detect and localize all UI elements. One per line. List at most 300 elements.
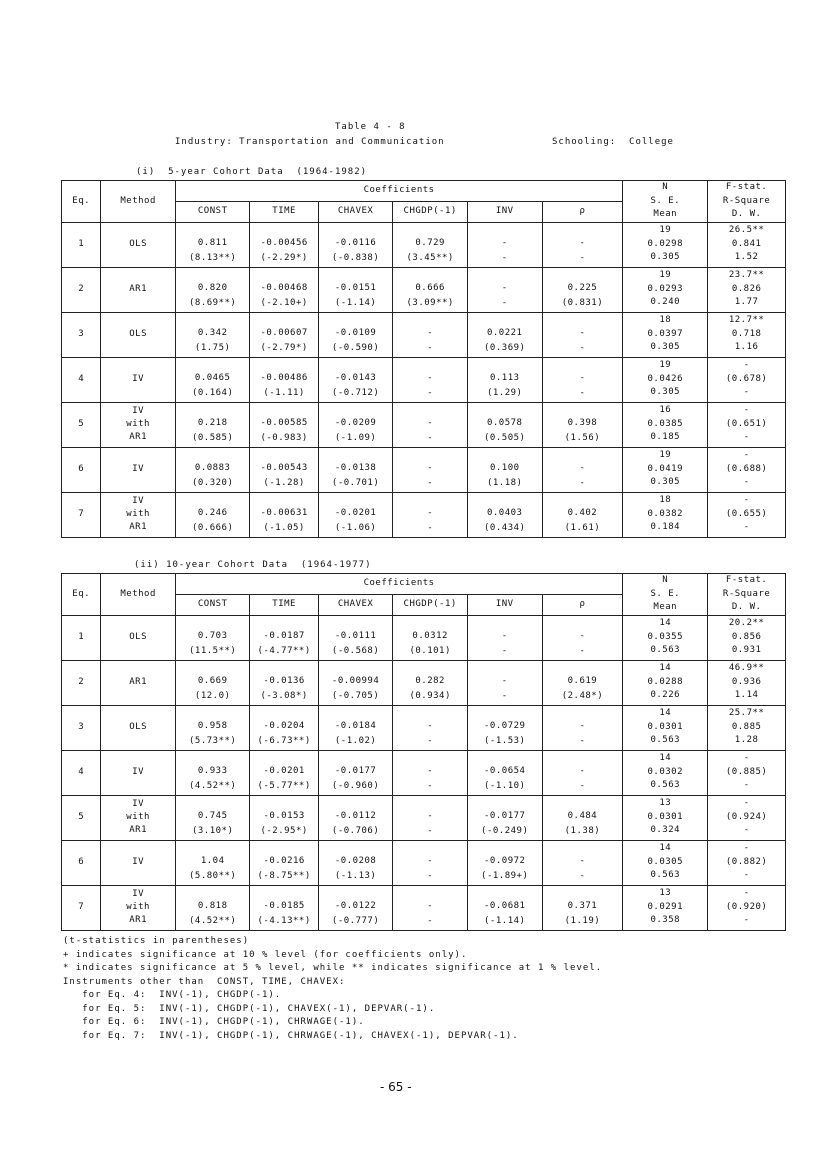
- coef-value: -: [501, 282, 508, 293]
- coef-value: 0.729: [415, 237, 445, 248]
- stat-header-line: Mean: [653, 602, 678, 612]
- n-se-mean-cell: [623, 267, 708, 312]
- t-stat: -: [579, 342, 586, 353]
- fstat-r2-dw-cell: [708, 492, 786, 537]
- n-se-mean-cell: [623, 660, 708, 705]
- stat-value: 0.0397: [647, 328, 684, 339]
- method-header: Method: [101, 181, 176, 223]
- t-stat: (8.69**): [189, 297, 237, 308]
- method-label: OLS: [129, 329, 147, 339]
- coef-value: -: [427, 507, 434, 518]
- fstat-r2-dw-cell: [708, 222, 786, 267]
- coef-cell: [175, 402, 250, 447]
- coef-cell: [250, 750, 318, 795]
- method-cell: [101, 357, 176, 402]
- method-cell: [101, 705, 176, 750]
- stat-value: 0.0298: [647, 238, 684, 249]
- coef-value: 0.811: [197, 237, 228, 248]
- coef-cell: [175, 615, 250, 660]
- coef-value: -0.0654: [484, 765, 526, 776]
- coef-cell: [542, 840, 623, 885]
- method-label: OLS: [129, 632, 147, 642]
- stat-value: -: [743, 522, 750, 533]
- coef-name-header: ρ: [542, 201, 623, 222]
- coef-cell: [250, 222, 318, 267]
- coef-cell: [393, 267, 468, 312]
- coef-cell: [542, 222, 623, 267]
- coef-cell: [318, 267, 393, 312]
- table-row: [62, 615, 786, 660]
- coef-cell: [175, 447, 250, 492]
- eq-number: 7: [62, 885, 101, 930]
- coef-cell: [467, 267, 542, 312]
- n-se-mean-cell: [623, 447, 708, 492]
- t-stat: (-6.73**): [257, 735, 311, 746]
- t-stat: (3.09**): [406, 297, 454, 308]
- coef-value: 0.484: [567, 810, 598, 821]
- note-line: for Eq. 5: INV(-1), CHGDP(-1), CHAVEX(-1), DEPVAR(-1).: [63, 1003, 436, 1014]
- t-stat: (-0.960): [331, 780, 380, 791]
- n-se-mean-cell: [623, 492, 708, 537]
- t-stat: (0.369): [484, 342, 526, 353]
- fstat-r2-dw-header: [708, 574, 786, 616]
- coef-cell: [393, 402, 468, 447]
- coef-value: -0.0112: [334, 810, 377, 821]
- coef-cell: [250, 357, 318, 402]
- coef-value: -0.0151: [334, 282, 377, 293]
- t-stat: -: [427, 477, 434, 488]
- t-stat: (-4.13**): [257, 915, 311, 926]
- n-se-mean-cell: [623, 795, 708, 840]
- t-stat: (1.29): [486, 387, 523, 398]
- coef-cell: [250, 795, 318, 840]
- n-se-mean-cell: [623, 750, 708, 795]
- t-stat: (5.73**): [189, 735, 237, 746]
- stat-value: 0.0301: [647, 811, 684, 822]
- coef-value: -0.0177: [334, 765, 377, 776]
- t-stat: (-2.29*): [260, 252, 308, 263]
- coef-value: -: [579, 630, 586, 641]
- coef-cell: [175, 267, 250, 312]
- coef-cell: [393, 222, 468, 267]
- coef-value: -0.00456: [260, 237, 308, 248]
- t-stat: -: [427, 735, 434, 746]
- eq-header: Eq.: [62, 574, 101, 616]
- t-stat: -: [427, 780, 434, 791]
- coef-cell: [393, 357, 468, 402]
- t-stat: -: [427, 432, 434, 443]
- coef-cell: [393, 885, 468, 930]
- coef-cell: [467, 705, 542, 750]
- stat-value: 0.0293: [647, 283, 684, 294]
- coef-cell: [175, 660, 250, 705]
- coef-value: -: [579, 327, 586, 338]
- method-label: AR1: [129, 677, 147, 687]
- coef-cell: [318, 312, 393, 357]
- coef-value: 0.933: [197, 765, 228, 776]
- coef-cell: [393, 312, 468, 357]
- stat-value: -: [743, 360, 750, 371]
- stat-value: 0.324: [650, 825, 681, 836]
- t-stat: -: [427, 387, 434, 398]
- eq-header: Eq.: [62, 181, 101, 223]
- coef-cell: [318, 447, 393, 492]
- coef-value: -0.0187: [263, 630, 305, 641]
- coef-value: -0.0136: [263, 675, 305, 686]
- stat-value: 0.563: [650, 780, 681, 791]
- n-se-mean-cell: [623, 402, 708, 447]
- coef-value: 0.0578: [486, 417, 523, 428]
- t-stat: -: [427, 342, 434, 353]
- fstat-r2-dw-cell: [708, 615, 786, 660]
- t-stat: (2.48*): [561, 690, 604, 701]
- t-stat: (0.164): [191, 387, 234, 398]
- coef-cell: [175, 705, 250, 750]
- method-cell: [101, 840, 176, 885]
- stat-value: 0.184: [650, 522, 681, 533]
- stat-header-line: N: [662, 575, 669, 585]
- coef-cell: [467, 885, 542, 930]
- t-stat: -: [501, 252, 508, 263]
- coef-name-header: INV: [467, 594, 542, 615]
- note-line: (t-statistics in parentheses): [63, 936, 250, 946]
- coef-name-header: TIME: [250, 594, 318, 615]
- method-label: IV: [132, 889, 145, 899]
- coef-value: -0.00631: [260, 507, 308, 518]
- t-stat: (1.38): [564, 825, 601, 836]
- method-cell: [101, 402, 176, 447]
- method-cell: [101, 795, 176, 840]
- stat-value: 0.185: [650, 432, 681, 443]
- method-label: AR1: [129, 825, 147, 835]
- stat-value: 0.305: [650, 387, 681, 398]
- method-cell: [101, 660, 176, 705]
- stat-value: 0.0301: [647, 721, 684, 732]
- coef-value: -0.00585: [260, 417, 308, 428]
- coef-value: -: [427, 900, 434, 911]
- stat-header-line: S. E.: [650, 588, 681, 599]
- stat-value: (0.924): [725, 811, 768, 822]
- t-stat: -: [579, 870, 586, 881]
- coef-value: 0.818: [197, 900, 228, 911]
- method-cell: [101, 447, 176, 492]
- t-stat: (4.52**): [189, 915, 237, 926]
- t-stat: (-0.706): [331, 825, 380, 836]
- stat-value: 19: [659, 360, 672, 371]
- eq-number: 4: [62, 357, 101, 402]
- stat-header-line: Mean: [653, 209, 678, 219]
- stat-value: 20.2**: [728, 618, 765, 629]
- coef-cell: [542, 660, 623, 705]
- method-label: OLS: [129, 239, 147, 249]
- note-line: + indicates significance at 10 % level (for coefficients only).: [63, 949, 468, 960]
- coef-cell: [175, 840, 250, 885]
- stat-value: 0.931: [731, 645, 762, 656]
- method-cell: [101, 222, 176, 267]
- coef-cell: [542, 267, 623, 312]
- t-stat: -: [501, 690, 508, 701]
- stat-value: -: [743, 753, 750, 764]
- coef-value: 0.282: [415, 675, 445, 686]
- coef-cell: [393, 492, 468, 537]
- coef-value: -0.00607: [260, 327, 308, 338]
- stat-value: 0.305: [650, 252, 681, 263]
- coef-value: 0.225: [567, 282, 598, 293]
- coef-name-header: ρ: [542, 594, 623, 615]
- stat-value: 14: [659, 663, 672, 674]
- t-stat: (12.0): [194, 690, 231, 701]
- n-se-mean-cell: [623, 312, 708, 357]
- coef-value: -0.0681: [484, 900, 526, 911]
- coef-value: 0.402: [567, 507, 598, 518]
- table-row: [62, 795, 786, 840]
- method-label: IV: [132, 406, 145, 416]
- t-stat: (-1.11): [263, 387, 305, 398]
- coef-value: 0.0465: [194, 372, 231, 383]
- coef-value: -: [579, 462, 586, 473]
- stat-value: 25.7**: [728, 708, 765, 719]
- t-stat: (0.666): [191, 522, 234, 533]
- coef-value: -0.0153: [263, 810, 305, 821]
- coef-value: -0.00486: [260, 372, 308, 383]
- coef-value: -: [427, 810, 434, 821]
- coef-cell: [250, 615, 318, 660]
- method-label: IV: [132, 464, 145, 474]
- stat-value: -: [743, 870, 750, 881]
- stat-value: 0.0385: [647, 418, 684, 429]
- t-stat: (-1.89+): [481, 870, 529, 881]
- table-row: [62, 750, 786, 795]
- t-stat: -: [579, 780, 586, 791]
- stat-value: 19: [659, 225, 672, 236]
- coef-value: -: [579, 372, 586, 383]
- coef-cell: [250, 447, 318, 492]
- stat-value: 18: [659, 315, 672, 326]
- stat-value: 0.826: [731, 283, 762, 294]
- t-stat: -: [501, 645, 508, 656]
- method-label: with: [126, 419, 150, 429]
- stat-value: 14: [659, 618, 672, 629]
- method-header: Method: [101, 574, 176, 616]
- coef-value: -0.0122: [334, 900, 377, 911]
- stat-value: 0.563: [650, 870, 681, 881]
- coef-value: -: [427, 855, 434, 866]
- t-stat: (1.61): [564, 522, 601, 533]
- stat-value: 0.563: [650, 735, 681, 746]
- t-stat: -: [579, 735, 586, 746]
- coef-cell: [467, 660, 542, 705]
- t-stat: (-1.05): [263, 522, 305, 533]
- coef-value: 0.0221: [486, 327, 523, 338]
- t-stat: (-1.10): [484, 780, 526, 791]
- stat-value: 0.0355: [647, 631, 684, 642]
- stat-value: -: [743, 798, 750, 809]
- t-stat: (-1.28): [263, 477, 305, 488]
- t-stat: (3.10*): [191, 825, 234, 836]
- method-label: IV: [132, 799, 145, 809]
- fstat-r2-dw-cell: [708, 312, 786, 357]
- coef-value: -: [427, 765, 434, 776]
- method-cell: [101, 312, 176, 357]
- stat-value: 18: [659, 495, 672, 506]
- coef-cell: [175, 492, 250, 537]
- n-se-mean-cell: [623, 222, 708, 267]
- t-stat: (5.80**): [189, 870, 237, 881]
- coef-cell: [393, 705, 468, 750]
- coef-cell: [393, 750, 468, 795]
- coef-cell: [250, 312, 318, 357]
- coef-cell: [175, 795, 250, 840]
- coef-value: -: [427, 462, 434, 473]
- t-stat: (4.52**): [189, 780, 237, 791]
- coef-cell: [318, 705, 393, 750]
- coef-value: -0.0209: [334, 417, 377, 428]
- coef-value: 0.398: [567, 417, 598, 428]
- t-stat: (3.45**): [406, 252, 454, 263]
- t-stat: (-0.777): [331, 915, 380, 926]
- coef-cell: [393, 795, 468, 840]
- coef-cell: [542, 885, 623, 930]
- note-line: for Eq. 7: INV(-1), CHGDP(-1), CHRWAGE(-1), CHAVEX(-1), DEPVAR(-1).: [63, 1030, 519, 1041]
- stat-header-line: N: [662, 182, 669, 192]
- table-row: [62, 222, 786, 267]
- coef-value: 0.619: [567, 675, 598, 686]
- coef-value: -: [579, 720, 586, 731]
- t-stat: (1.56): [564, 432, 601, 443]
- stat-value: -: [743, 405, 750, 416]
- t-stat: (1.19): [564, 915, 601, 926]
- stat-value: 0.563: [650, 645, 681, 656]
- t-stat: (-1.09): [334, 432, 377, 443]
- results-table-10yr: [61, 573, 786, 931]
- method-label: IV: [132, 857, 145, 867]
- table-row: [62, 660, 786, 705]
- stat-value: 0.856: [731, 631, 762, 642]
- t-stat: (-0.590): [331, 342, 380, 353]
- t-stat: (-0.568): [331, 645, 380, 656]
- t-stat: (-0.983): [260, 432, 308, 443]
- method-cell: [101, 750, 176, 795]
- eq-number: 3: [62, 312, 101, 357]
- t-stat: (0.101): [409, 645, 451, 656]
- stat-value: -: [743, 477, 750, 488]
- coef-cell: [250, 402, 318, 447]
- note-line: for Eq. 4: INV(-1), CHGDP(-1).: [63, 990, 282, 1000]
- coef-value: -0.0185: [263, 900, 305, 911]
- coef-cell: [318, 660, 393, 705]
- coef-cell: [542, 312, 623, 357]
- coef-value: -0.0138: [334, 462, 377, 473]
- stat-value: 0.936: [731, 676, 762, 687]
- t-stat: (11.5**): [189, 645, 237, 656]
- table-row: [62, 492, 786, 537]
- stat-value: 0.841: [731, 238, 762, 249]
- coef-cell: [467, 222, 542, 267]
- coef-cell: [542, 357, 623, 402]
- stat-value: 1.77: [734, 297, 759, 308]
- stat-value: -: [743, 915, 750, 926]
- t-stat: (-0.701): [331, 477, 380, 488]
- coef-value: -: [501, 237, 508, 248]
- coef-name-header: CHAVEX: [318, 201, 393, 222]
- stat-value: 0.240: [650, 297, 681, 308]
- coef-value: 0.371: [567, 900, 598, 911]
- method-label: AR1: [129, 432, 147, 442]
- t-stat: (-3.08*): [260, 690, 308, 701]
- eq-number: 5: [62, 402, 101, 447]
- t-stat: (-0.712): [331, 387, 380, 398]
- fstat-r2-dw-cell: [708, 795, 786, 840]
- fstat-r2-dw-cell: [708, 267, 786, 312]
- coef-cell: [542, 492, 623, 537]
- coef-cell: [175, 312, 250, 357]
- stat-value: 0.305: [650, 342, 681, 353]
- stat-value: 0.0288: [647, 676, 684, 687]
- fstat-r2-dw-cell: [708, 660, 786, 705]
- coef-value: -: [579, 855, 586, 866]
- coef-cell: [318, 492, 393, 537]
- t-stat: -: [427, 522, 434, 533]
- results-table-5yr: [61, 180, 786, 538]
- eq-number: 3: [62, 705, 101, 750]
- method-label: IV: [132, 767, 145, 777]
- coef-value: 0.0403: [486, 507, 523, 518]
- stat-header-line: R-Square: [722, 195, 771, 206]
- coef-name-header: CHGDP(-1): [393, 201, 468, 222]
- coef-cell: [393, 447, 468, 492]
- coef-cell: [318, 357, 393, 402]
- t-stat: (0.831): [561, 297, 604, 308]
- stat-value: 0.305: [650, 477, 681, 488]
- coef-cell: [542, 615, 623, 660]
- coef-value: 0.0883: [194, 462, 231, 473]
- coef-cell: [393, 840, 468, 885]
- stat-value: -: [743, 450, 750, 461]
- coef-value: 0.958: [197, 720, 228, 731]
- table-row: [62, 312, 786, 357]
- stat-value: -: [743, 843, 750, 854]
- t-stat: (0.934): [409, 690, 451, 701]
- t-stat: -: [427, 825, 434, 836]
- stat-value: (0.651): [725, 418, 768, 429]
- coef-value: -0.0111: [334, 630, 377, 641]
- fstat-r2-dw-cell: [708, 402, 786, 447]
- coef-value: -0.0177: [484, 810, 526, 821]
- coef-value: 0.745: [197, 810, 228, 821]
- t-stat: -: [427, 915, 434, 926]
- coef-cell: [250, 267, 318, 312]
- method-label: IV: [132, 374, 145, 384]
- stat-value: 0.358: [650, 915, 681, 926]
- stat-value: 14: [659, 753, 672, 764]
- panel-caption: (ii) 10-year Cohort Data (1964-1977): [134, 560, 372, 570]
- coef-value: -: [427, 417, 434, 428]
- t-stat: (-1.53): [484, 735, 526, 746]
- stat-value: 13: [659, 888, 672, 899]
- coef-cell: [467, 447, 542, 492]
- n-se-mean-header: [623, 181, 708, 223]
- eq-number: 1: [62, 222, 101, 267]
- coef-cell: [542, 795, 623, 840]
- method-label: AR1: [129, 284, 147, 294]
- coef-value: -0.0184: [334, 720, 377, 731]
- method-cell: [101, 885, 176, 930]
- stat-value: 0.718: [731, 328, 762, 339]
- coef-cell: [175, 357, 250, 402]
- coef-value: 0.342: [197, 327, 228, 338]
- fstat-r2-dw-cell: [708, 885, 786, 930]
- coef-cell: [250, 492, 318, 537]
